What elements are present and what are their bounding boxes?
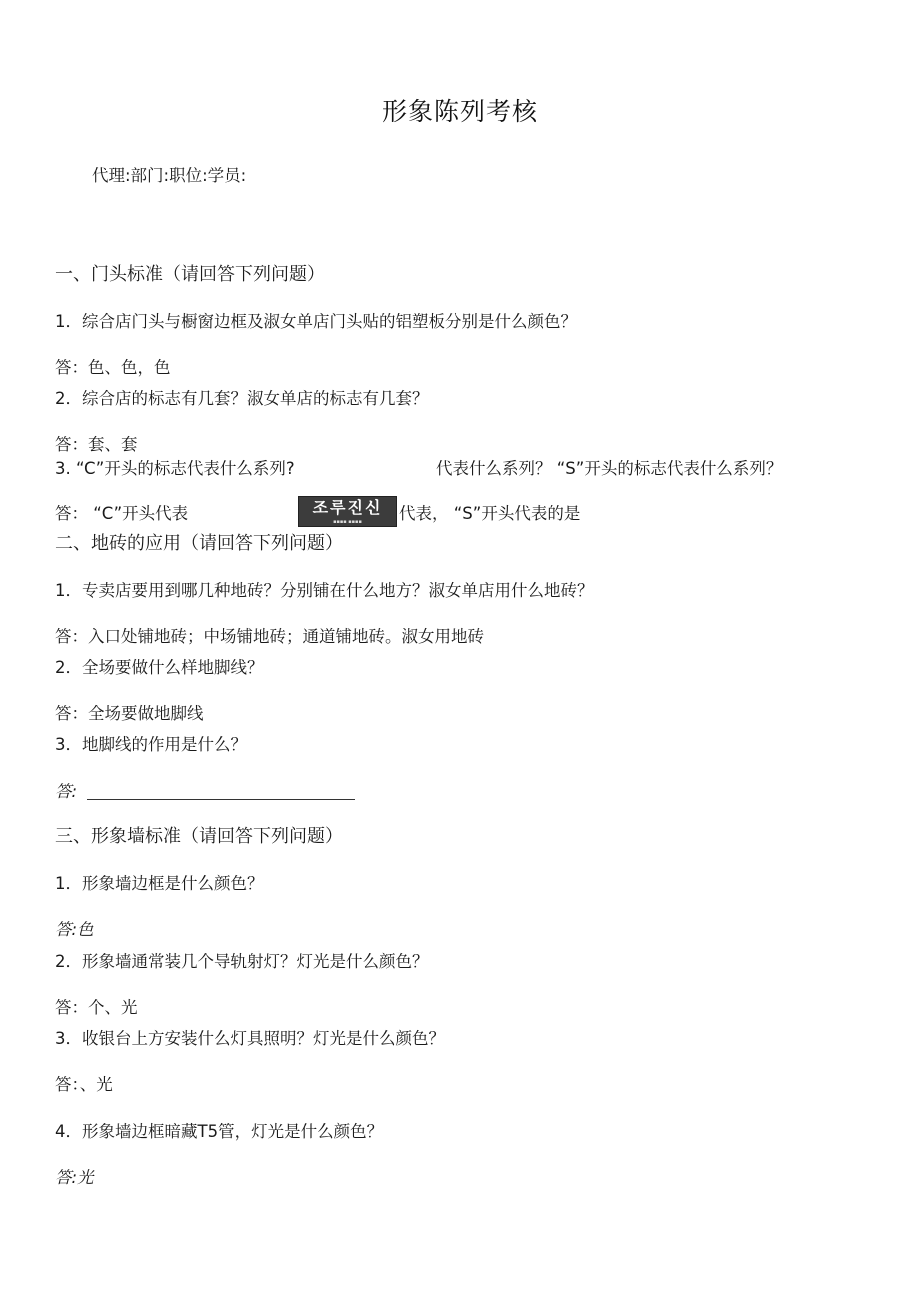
s1-answer-2: 答：套、套 (55, 435, 138, 454)
s3-question-3: 3．收银台上方安装什么灯具照明？灯光是什么颜色？ (55, 1029, 445, 1048)
s1-question-3a: 3. “C”开头的标志代表什么系列? (55, 459, 295, 478)
s3-answer-3: 答：、光 (55, 1075, 113, 1094)
s3-answer-1: 答:色 (55, 920, 94, 939)
s2-question-2: 2．全场要做什么样地脚线？ (55, 658, 264, 677)
s1-answer-1: 答：色、色，色 (55, 358, 171, 377)
s1-question-2: 2．综合店的标志有几套？淑女单店的标志有几套？ (55, 389, 429, 408)
section-3-heading: 三、形象墙标准（请回答下列问题） (55, 826, 343, 847)
section-2-heading: 二、地砖的应用（请回答下列问题） (55, 533, 343, 554)
s3-question-1: 1．形象墙边框是什么颜色？ (55, 874, 264, 893)
s1-answer-3b: 代表， “S”开头代表的是 (399, 504, 581, 523)
answer-blank-line (87, 799, 355, 800)
brand-logo (298, 496, 397, 527)
s1-question-3b: 代表什么系列？ “S”开头的标志代表什么系列？ (436, 459, 783, 478)
s2-answer-2: 答：全场要做地脚线 (55, 704, 204, 723)
s3-answer-4: 答:光 (55, 1168, 94, 1187)
s3-question-4: 4．形象墙边框暗藏T5管，灯光是什么颜色？ (55, 1122, 384, 1141)
s3-answer-2: 答：个、光 (55, 998, 138, 1017)
meta-fields: 代理:部门:职位:学员: (92, 166, 247, 185)
s3-question-2: 2．形象墙通常装几个导轨射灯？灯光是什么颜色？ (55, 952, 429, 971)
page-title: 形象陈列考核 (381, 97, 538, 126)
brand-logo-text: 조루진신 (312, 498, 383, 517)
s2-question-3: 3．地脚线的作用是什么？ (55, 735, 247, 754)
section-1-heading: 一、门头标准（请回答下列问题） (55, 264, 325, 285)
s1-question-1: 1．综合店门头与橱窗边框及淑女单店门头贴的铝塑板分别是什么颜色？ (55, 312, 577, 331)
brand-logo-subtext: ▪▪▪▪ ▪▪▪▪ (333, 519, 362, 525)
s2-question-1: 1．专卖店要用到哪几种地砖？分别铺在什么地方？淑女单店用什么地砖？ (55, 581, 594, 600)
s2-answer-3 (55, 781, 355, 803)
s2-answer-1: 答：入口处铺地砖；中场铺地砖；通道铺地砖。淑女用地砖 (55, 627, 484, 646)
s2-answer-3-label: 答: (55, 782, 78, 801)
s1-answer-3a: 答： “C”开头代表 (55, 504, 189, 523)
